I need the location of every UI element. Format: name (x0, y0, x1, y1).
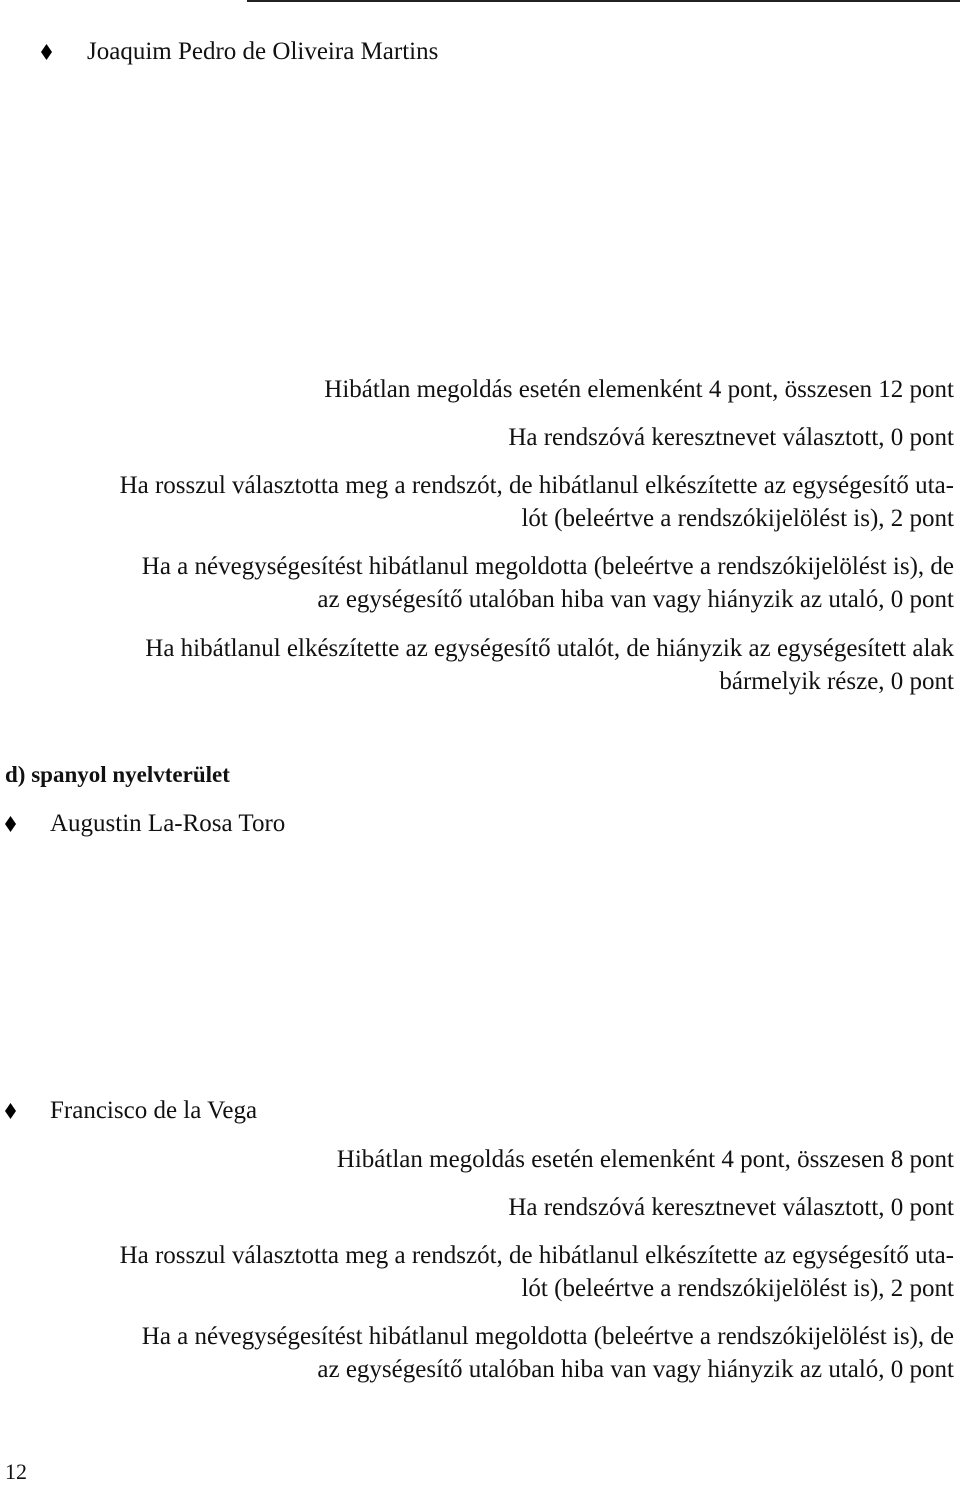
scoring-rule-keresztnev: Ha rendszóvá keresztnevet választott, 0 pont (508, 424, 954, 451)
scoring-rule-hianyzik (145, 632, 954, 698)
top-rule (247, 0, 960, 2)
text-line: Ha a névegységesítést hibátlanul megoldotta (beleértve a rendszókijelölést is), de (141, 1323, 954, 1350)
scoring-main: Hibátlan megoldás esetén elemenként 4 pont, összesen 12 pont (324, 376, 954, 403)
candidate-augustin (0, 807, 285, 841)
scoring-rule-rosszul (120, 469, 954, 535)
diamond-bullet-icon (41, 44, 52, 60)
scoring-main: Hibátlan megoldás esetén elemenként 4 pont, összesen 8 pont (336, 1146, 954, 1173)
candidate-name: Augustin La-Rosa Toro (50, 810, 286, 837)
text-line: bármelyik része, 0 pont (719, 668, 954, 695)
text-line: lót (beleértve a rendszókijelölést is), 2 pont (521, 1275, 954, 1302)
text-line: lót (beleértve a rendszókijelölést is), 2 pont (521, 505, 954, 532)
diamond-bullet-icon (5, 816, 16, 832)
scoring-rule-rosszul (120, 1239, 954, 1305)
text-line: az egységesítő utalóban hiba van vagy hiányzik az utaló, 0 pont (317, 586, 954, 613)
text-line: Ha hibátlanul elkészítette az egységesítő utalót, de hiányzik az egységesített alak (145, 635, 954, 662)
text-line: Ha rosszul választotta meg a rendszót, de hibátlanul elkészítette az egységesítő uta- (119, 1242, 954, 1269)
candidate-joaquim (0, 35, 438, 69)
section-heading: d) spanyol nyelvterület (5, 762, 230, 787)
scoring-rule-nevegysegesites (142, 550, 954, 616)
scoring-rule-keresztnev: Ha rendszóvá keresztnevet választott, 0 pont (508, 1194, 954, 1221)
text-line: Ha rosszul választotta meg a rendszót, de hibátlanul elkészítette az egységesítő uta- (119, 472, 954, 499)
candidate-name: Joaquim Pedro de Oliveira Martins (87, 38, 439, 65)
diamond-bullet-icon (5, 1103, 16, 1119)
scoring-rule-nevegysegesites (142, 1320, 954, 1386)
page-number: 12 (5, 1459, 27, 1484)
candidate-name: Francisco de la Vega (50, 1097, 258, 1124)
text-line: Ha a névegységesítést hibátlanul megoldotta (beleértve a rendszókijelölést is), de (141, 553, 954, 580)
text-line: az egységesítő utalóban hiba van vagy hiányzik az utaló, 0 pont (317, 1356, 954, 1383)
candidate-francisco (0, 1094, 257, 1128)
